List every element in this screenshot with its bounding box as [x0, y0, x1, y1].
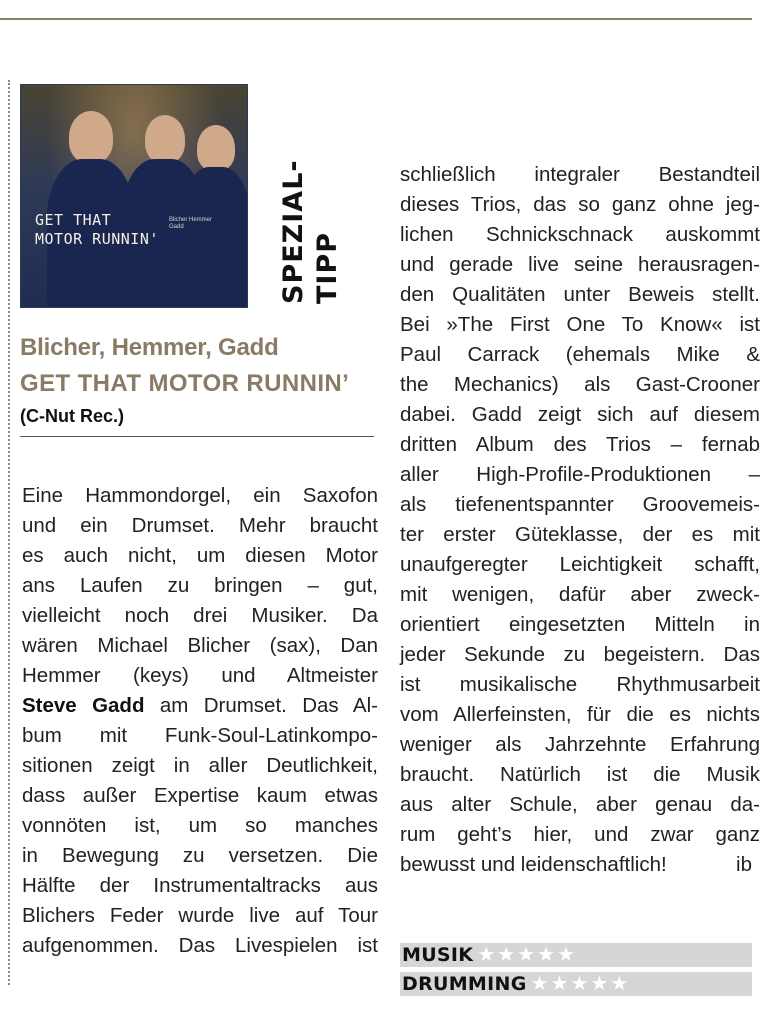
album-title: GET THAT MOTOR RUNNIN’: [20, 370, 350, 397]
text-line: lichen Schnickschnack auskommt: [400, 223, 760, 246]
text-line: jeder Sekunde zu begeistern. Das: [400, 643, 760, 666]
highlight-name: Steve Gadd: [22, 694, 145, 717]
text-line: ist musikalische Rhythmusarbeit: [400, 673, 760, 696]
text-line: weniger als Jahrzehnte Erfahrung: [400, 733, 760, 756]
text-line: Eine Hammondorgel, ein Saxofon: [22, 484, 378, 507]
text-line: vom Allerfeinsten, für die es nichts: [400, 703, 760, 726]
cover-title: GET THAT MOTOR RUNNIN': [35, 211, 159, 248]
text-line: bum mit Funk-Soul-Latinkompo-: [22, 724, 378, 747]
review-column-2: [400, 160, 760, 880]
text-line: vonnöten ist, um so manches: [22, 814, 378, 837]
text-line: dass außer Expertise kaum etwas: [22, 784, 378, 807]
text-line: the Mechanics) als Gast-Crooner: [400, 373, 760, 396]
text-line: in Bewegung zu versetzen. Die: [22, 844, 378, 867]
text-line: aus alter Schule, aber genau da-: [400, 793, 760, 816]
text-line: vielleicht noch drei Musiker. Da: [22, 604, 378, 627]
cover-figure-3: [181, 167, 248, 308]
text-line: aller High-Profile-Produktionen –: [400, 463, 760, 486]
text-line: Hemmer (keys) und Altmeister: [22, 664, 378, 687]
text-line: dabei. Gadd zeigt sich auf diesem: [400, 403, 760, 426]
text-line: sitionen zeigt in aller Deutlichkeit,: [22, 754, 378, 777]
text-line: als tiefenentspannter Groovemeis-: [400, 493, 760, 516]
heading-rule: [20, 436, 374, 437]
text-line: ans Laufen zu bringen – gut,: [22, 574, 378, 597]
text-line: bewusst und leidenschaftlich!: [400, 853, 667, 876]
text-line: unaufgeregter Leichtigkeit schafft,: [400, 553, 760, 576]
text-line: und gerade live seine herausragen-: [400, 253, 760, 276]
text-line-last: [400, 850, 760, 880]
text-line: ter erster Güteklasse, der es mit: [400, 523, 760, 546]
text-line: Paul Carrack (ehemals Mike &: [400, 343, 760, 366]
text-line: braucht. Natürlich ist die Musik: [400, 763, 760, 786]
album-cover: [20, 84, 248, 308]
rating-musik: [400, 943, 752, 967]
text-line: wären Michael Blicher (sax), Dan: [22, 634, 378, 657]
tipp-line-2: TIPP: [312, 231, 343, 304]
text-line: es auch nicht, um diesen Motor: [22, 544, 378, 567]
cover-face-1: [69, 111, 113, 163]
cover-face-2: [145, 115, 185, 163]
text-line: am Drumset. Das Al-: [159, 694, 378, 717]
spezial-tipp-badge: [278, 98, 358, 308]
author-initials: ib: [736, 853, 752, 876]
artist-heading: Blicher, Hemmer, Gadd: [20, 334, 279, 361]
star-rating-icon: ★★★★★: [477, 944, 577, 966]
text-line: schließlich integraler Bestandteil: [400, 163, 760, 186]
rating-drumming: [400, 972, 752, 996]
cover-subtitle: Blicher Hemmer Gadd: [169, 217, 213, 230]
text-line: Bei »The First One To Know« ist: [400, 313, 760, 336]
text-line: mit wenigen, dafür aber zweck-: [400, 583, 760, 606]
text-line: rum geht’s hier, und zwar ganz: [400, 823, 760, 846]
record-label: (C-Nut Rec.): [20, 406, 124, 426]
text-line: dritten Album des Trios – fernab: [400, 433, 760, 456]
rating-label: DRUMMING: [402, 973, 527, 995]
text-line: dieses Trios, das so ganz ohne jeg-: [400, 193, 760, 216]
rating-label: MUSIK: [402, 944, 474, 966]
cover-face-3: [197, 125, 235, 171]
text-line: aufgenommen. Das Livespielen ist: [22, 934, 378, 957]
review-column-1: [22, 481, 378, 961]
top-rule: [0, 18, 752, 20]
text-line: Hälfte der Instrumentaltracks aus: [22, 874, 378, 897]
text-line: den Qualitäten unter Beweis stellt.: [400, 283, 760, 306]
text-line: Blichers Feder wurde live auf Tour: [22, 904, 378, 927]
text-line-with-highlight: [22, 691, 378, 721]
star-rating-icon: ★★★★★: [530, 973, 631, 995]
dotted-margin-line: [8, 80, 10, 985]
tipp-line-1: SPEZIAL-: [278, 159, 309, 304]
text-line: und ein Drumset. Mehr braucht: [22, 514, 378, 537]
text-line: orientiert eingesetzten Mitteln in: [400, 613, 760, 636]
